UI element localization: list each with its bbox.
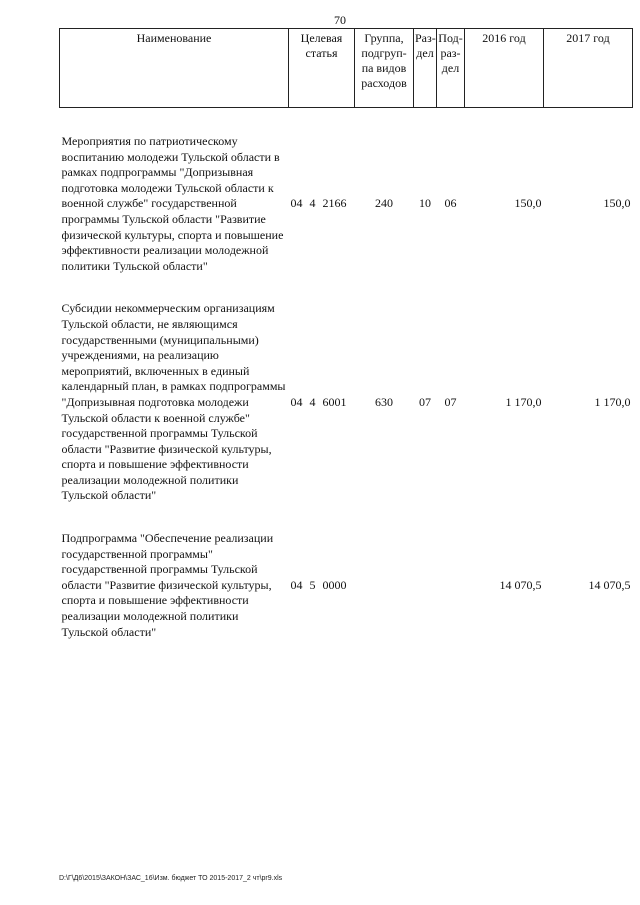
row-target-article [289, 301, 355, 504]
table-header-row [60, 29, 633, 108]
table-row [60, 134, 633, 274]
code-subprogram: 5 [309, 577, 316, 592]
row-target-article [289, 531, 355, 640]
row-group: 630 [375, 394, 393, 409]
table-row [60, 531, 633, 640]
code-direction: 2166 [322, 196, 347, 211]
row-2016: 1 170,0 [505, 394, 542, 409]
header-section: Раз-дел [414, 29, 437, 108]
page-number: 70 [334, 13, 346, 27]
table-row [60, 301, 633, 504]
row-section [414, 531, 437, 640]
header-subsection: Под-раз-дел [437, 29, 465, 108]
code-program: 04 [290, 577, 303, 592]
code-subprogram: 4 [309, 196, 316, 211]
header-name: Наименование [60, 29, 289, 108]
row-section: 07 [419, 394, 431, 409]
row-2017: 1 170,0 [594, 394, 631, 409]
code-subprogram: 4 [309, 394, 316, 409]
file-path-footer: D:\Г\Д6\2015\ЗАКОН\ЗАС_16\Изм. бюджет ТО 2015-2017_2 чт\pr9.xls [59, 875, 283, 882]
header-group: Группа, подгруп-па видов расходов [355, 29, 414, 108]
row-name: Подпрограмма "Обеспечение реализации государственной программы" государственной программы Тульской области "Развитие физической культуры, спорта и повышение эффективности реализации молодежной политики Тульской области" [61, 531, 274, 639]
row-2017: 14 070,5 [588, 577, 631, 592]
row-subsection: 06 [444, 196, 457, 211]
code-program: 04 [290, 196, 303, 211]
row-target-article [289, 134, 355, 274]
row-group: 240 [375, 196, 393, 211]
row-name: Мероприятия по патриотическому воспитанию молодежи Тульской области в рамках подпрограммы "Допризывная подготовка молодежи Тульской области к военной службе" государственной программы Тульской области "Развитие физической культуры, спорта и повышение эффективности реализации молодежной политики Тульской области" [61, 134, 284, 273]
row-2017: 150,0 [603, 196, 631, 211]
header-year-2017: 2017 год [544, 29, 633, 108]
row-section: 10 [419, 196, 431, 211]
header-target-article: Целевая статья [289, 29, 355, 108]
budget-table [59, 28, 633, 640]
row-group [355, 531, 414, 640]
row-2016: 150,0 [514, 196, 542, 211]
code-program: 04 [290, 394, 303, 409]
code-direction: 6001 [322, 394, 347, 409]
row-subsection [437, 531, 465, 640]
header-year-2016: 2016 год [465, 29, 544, 108]
row-name: Субсидии некоммерческим организациям Тульской области, не являющимся государственными (муниципальными) учреждениями, на реализацию мероприятий, включенных в единый календарный план, в рамках подпрограммы "Допризывная подготовка молодежи Тульской области к военной службе" государственной программы Тульской области "Развитие физической культуры, спорта и повышение эффективности реализации молодежной политики Тульской области" [61, 301, 286, 503]
row-2016: 14 070,5 [499, 577, 542, 592]
row-subsection: 07 [444, 394, 457, 409]
code-direction: 0000 [322, 577, 347, 592]
